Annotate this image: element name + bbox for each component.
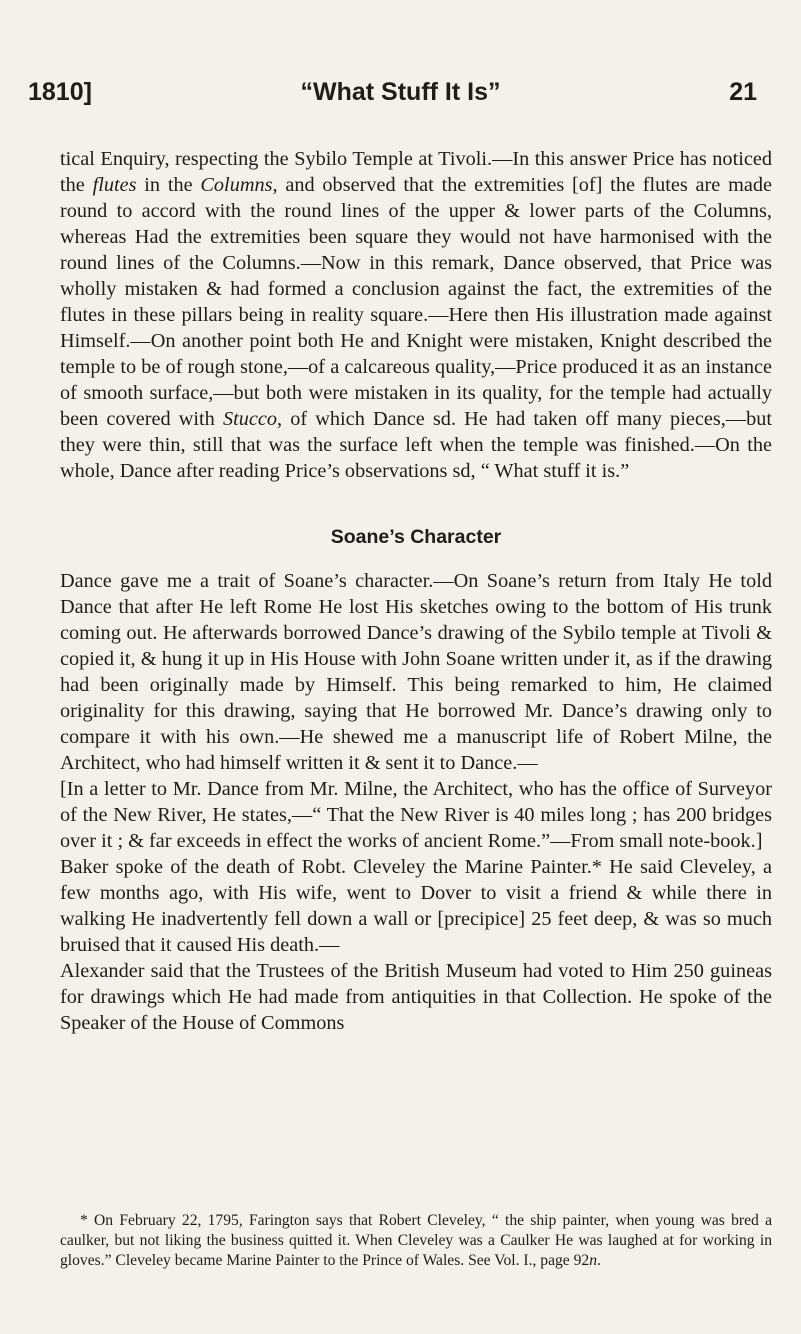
italic-text: Stucco: [222, 408, 278, 430]
page-number: 21: [729, 78, 757, 106]
text-run: .: [597, 1252, 601, 1269]
text-run: Baker spoke of the death of Robt. Cleveley the Marine Painter.* He said Cleveley, a few months ago, with His wife, went to Dover to visit a friend & while there in walking He inadvertently fell down a wall or [precipice] 25 feet deep, & was so much bruised that it caused His death.—: [60, 856, 772, 956]
paragraph: [60, 146, 772, 484]
header-title: “What Stuff It Is”: [300, 78, 501, 106]
running-header: [0, 78, 801, 108]
paragraph: [60, 854, 772, 958]
paragraph: [60, 776, 772, 854]
section-heading: Soane’s Character: [330, 526, 502, 548]
opening-paragraphs: [60, 146, 772, 484]
italic-text: n: [589, 1252, 598, 1269]
text-run: , of which Dance sd. He had taken off many pieces,—but they were thin, still that was the surface left when the temple was finished.—On the whole, Dance after reading Price’s observations sd, “ What stuff it is.”: [60, 408, 772, 482]
paragraph: [60, 958, 772, 1036]
text-run: , and observed that the extremities [of] the flutes are made round to accord with the round lines of the upper & lower parts of the Columns, whereas Had the extremities been square they would not have harmonised with the round lines of the Columns.—Now in this remark, Dance observed, that Price was wholly mistaken & had formed a conclusion against the fact, the extremities of the flutes in these pillars being in reality square.—Here then His illustration made against Himself.—On another point both He and Knight were mistaken, Knight described the temple to be of rough stone,—of a calcareous quality,—Price produced it as an instance of smooth surface,—but both were mistaken in its quality, for the temple had actually been covered with: [60, 174, 773, 430]
italic-text: flutes: [92, 174, 137, 196]
text-run: Alexander said that the Trustees of the British Museum had voted to Him 250 guineas for drawings which He had made from antiquities in that Collection. He spoke of the Speaker of the House of Commons: [60, 960, 772, 1034]
text-run: in the: [136, 174, 201, 196]
body-text: [60, 146, 772, 1036]
text-run: Dance gave me a trait of Soane’s character.—On Soane’s return from Italy He told Dance that after He left Rome He lost His sketches owing to the bottom of His trunk coming out. He afterwards borrowed Dance’s drawing of the Sybilo temple at Tivoli & copied it, & hung it up in His House with John Soane written under it, as if the drawing had been originally made by Himself. This being remarked to him, He claimed originality for this drawing, saying that He borrowed Mr. Dance’s drawing only to compare it with his own.—He shewed me a manuscript life of Robert Milne, the Architect, who had himself written it & sent it to Dance.—: [60, 570, 772, 774]
section-paragraphs: [60, 568, 772, 1036]
header-year: 1810]: [28, 78, 92, 106]
text-run: * On February 22, 1795, Farington says that Robert Cleveley, “ the ship painter, when young was bred a caulker, but not liking the business quitted it. When Cleveley was a Caulker He was laughed at for working in gloves.” Cleveley became Marine Painter to the Prince of Wales. See Vol. I., page 92: [60, 1212, 772, 1269]
text-run: [In a letter to Mr. Dance from Mr. Milne, the Architect, who has the office of Surveyor of the New River, He states,—“ That the New River is 40 miles long ; has 200 bridges over it ; & far exceeds in effect the works of ancient Rome.”—From small note-book.]: [60, 778, 772, 852]
italic-text: Columns: [200, 174, 273, 196]
footnote-paragraph: [60, 1211, 772, 1271]
footnote: [60, 1211, 772, 1271]
paragraph: [60, 568, 772, 776]
text-run: tical Enquiry, respecting the Sybilo Temple at Tivoli.—In this answer Price has noticed the: [60, 148, 772, 196]
